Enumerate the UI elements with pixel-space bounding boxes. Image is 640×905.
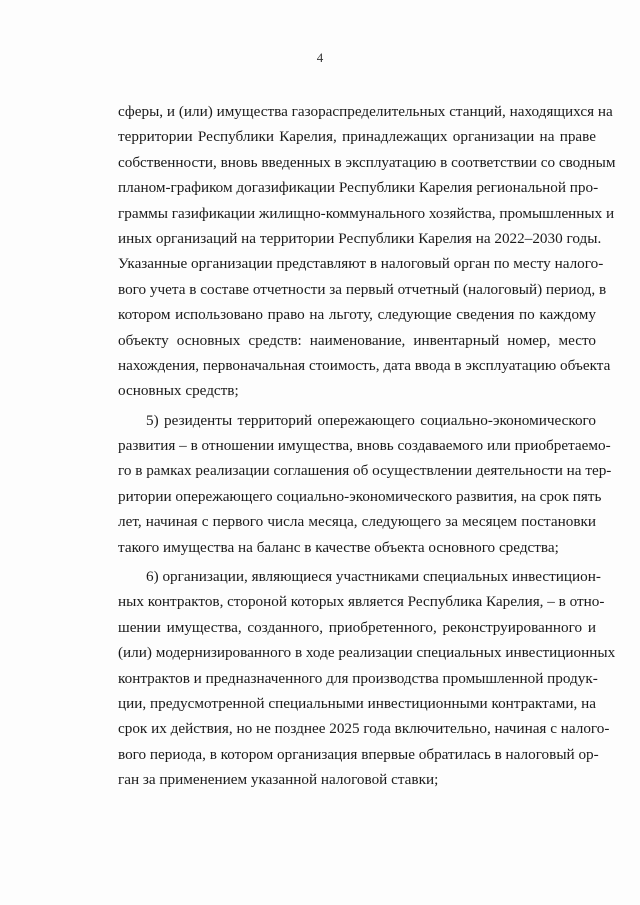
paragraph-continuation (118, 99, 616, 404)
text-line: ган за применением указанной налоговой ставки; (118, 771, 439, 789)
text-line: граммы газификации жилищно-коммунального хозяйства, промышленных и (118, 204, 615, 222)
text-line: 5) резиденты территорий опережающего социально-экономического (146, 411, 596, 429)
text-line: лет, начиная с первого числа месяца, следующего за месяцем постановки (118, 513, 596, 531)
text-line: такого имущества на баланс в качестве объекта основного средства; (118, 538, 559, 556)
text-line: собственности, вновь введенных в эксплуатацию в соответствии со сводным (118, 153, 616, 171)
text-line: развития – в отношении имущества, вновь создаваемого или приобретаемо- (118, 437, 611, 455)
text-line: сферы, и (или) имущества газораспределительных станций, находящихся на (118, 103, 613, 120)
text-line: основных средств; (118, 382, 239, 400)
text-line: срок их действия, но не позднее 2025 года включительно, начиная с налого- (118, 720, 610, 738)
text-line: вого периода, в котором организация впервые обратилась в налоговый ор- (118, 745, 599, 763)
text-line: котором использовано право на льготу, следующие сведения по каждому (118, 306, 596, 324)
text-line: ции, предусмотренной специальными инвестиционными контрактами, на (118, 694, 596, 712)
text-line: (или) модернизированного в ходе реализации специальных инвестиционных (118, 644, 616, 662)
text-line: ритории опережающего социально-экономического развития, на срок пять (118, 487, 602, 505)
paragraph-item-6 (118, 564, 616, 793)
text-line: ных контрактов, стороной которых является Республика Карелия, – в отно- (118, 593, 605, 611)
paragraph-item-5 (118, 408, 612, 560)
text-line: контрактов и предназначенного для производства промышленной продук- (118, 669, 598, 687)
text-line: Указанные организации представляют в налоговый орган по месту налого- (118, 255, 604, 273)
text-line: территории Республики Карелия, принадлежащих организации на праве (118, 128, 596, 146)
text-line: иных организаций на территории Республики Карелия на 2022–2030 годы. (118, 229, 602, 247)
text-line: планом-графиком догазификации Республики Карелия региональной про- (118, 179, 599, 197)
document-body (118, 99, 616, 793)
text-line: нахождения, первоначальная стоимость, дата ввода в эксплуатацию объекта (118, 356, 611, 374)
text-line: объекту основных средств: наименование, инвентарный номер, место (118, 331, 596, 349)
text-line: 6) организации, являющиеся участниками специальных инвестицион- (146, 568, 601, 586)
text-line: вого учета в составе отчетности за первый отчетный (налоговый) период, в (118, 280, 607, 298)
page-number: 4 (316, 50, 324, 65)
text-line: шении имущества, созданного, приобретенного, реконструированного и (118, 618, 596, 636)
text-line: го в рамках реализации соглашения об осуществлении деятельности на тер- (118, 462, 612, 480)
